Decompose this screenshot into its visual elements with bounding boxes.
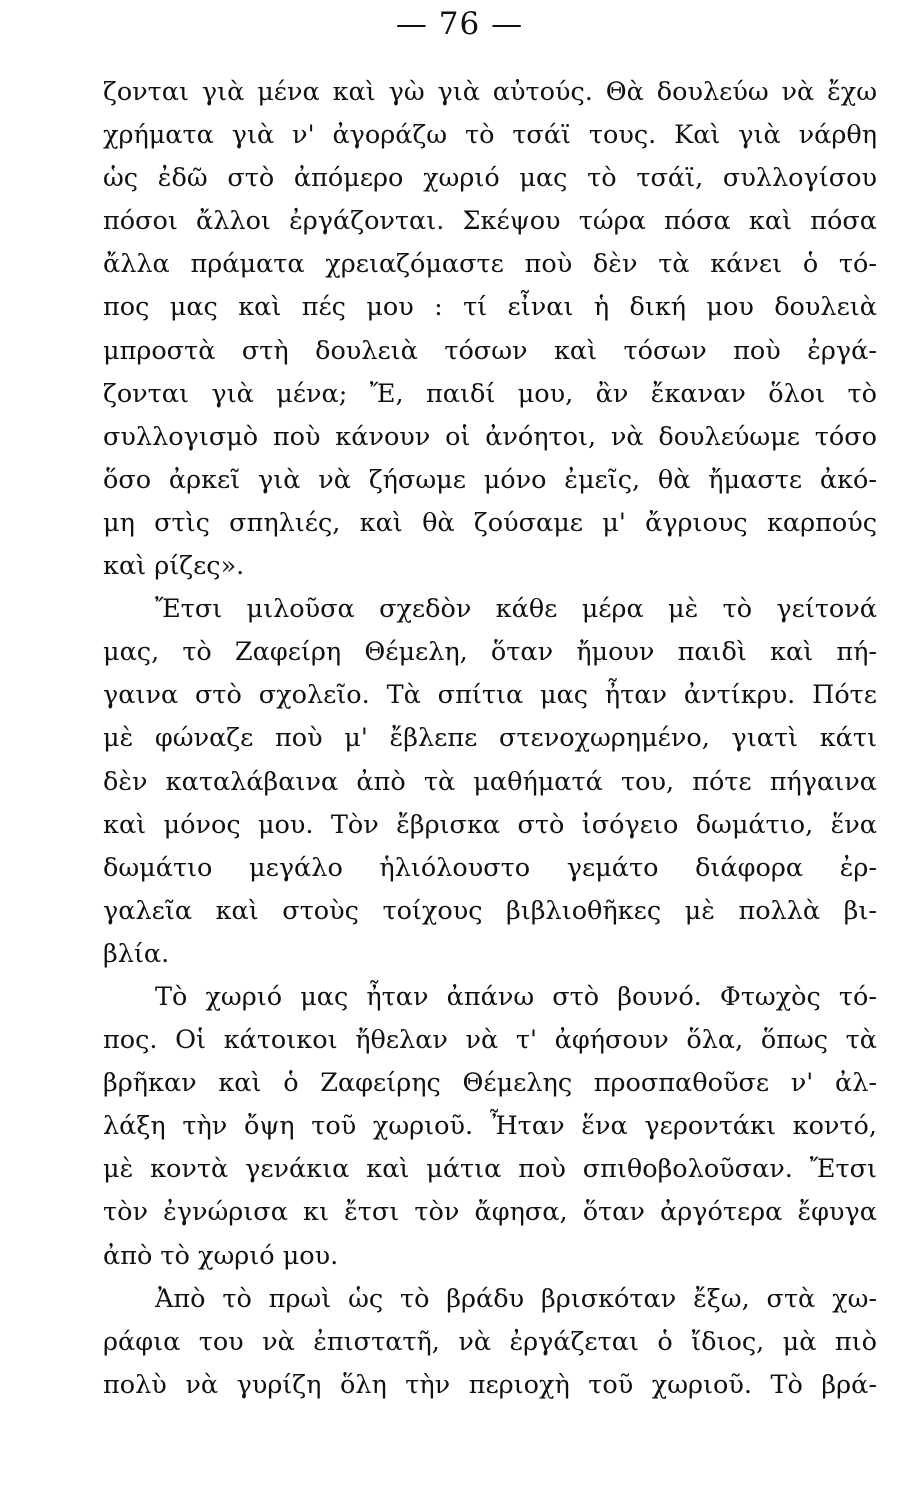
text-line: Ἔτσι μιλοῦσα σχεδὸν κάθε μέρα μὲ τὸ γείτονά: [155, 594, 877, 625]
text-line: βρῆκαν καὶ ὁ Ζαφείρης Θέμελης προσπαθοῦσε ν' ἀλ-: [103, 1068, 877, 1099]
text-line: ἄλλα πράματα χρειαζόμαστε ποὺ δὲν τὰ κάνει ὁ τό-: [103, 249, 877, 280]
text-line: μὲ κοντὰ γενάκια καὶ μάτια ποὺ σπιθοβολοῦσαν. Ἔτσι: [103, 1154, 877, 1185]
text-line: ζονται γιὰ μένα καὶ γὼ γιὰ αὐτούς. Θὰ δουλεύω νὰ ἔχω: [103, 77, 877, 107]
text-line: πόσοι ἄλλοι ἐργάζονται. Σκέψου τώρα πόσα καὶ πόσα: [103, 206, 877, 237]
text-line: καὶ μόνος μου. Τὸν ἔβρισκα στὸ ἰσόγειο δωμάτιο, ἕνα: [103, 809, 877, 840]
text-line: ἀπὸ τὸ χωριό μου.: [103, 1240, 339, 1271]
text-line: λάξη τὴν ὄψη τοῦ χωριοῦ. Ἦταν ἕνα γεροντάκι κοντό,: [103, 1111, 877, 1142]
text-line: μπροστὰ στὴ δουλειὰ τόσων καὶ τόσων ποὺ ἐργά-: [103, 335, 877, 366]
text-line: ὡς ἐδῶ στὸ ἀπόμερο χωριό μας τὸ τσάϊ, συλλογίσου: [103, 163, 877, 194]
text-line: μας, τὸ Ζαφείρη Θέμελη, ὅταν ἤμουν παιδὶ καὶ πή-: [103, 637, 877, 668]
text-line: δὲν καταλάβαινα ἀπὸ τὰ μαθήματά του, πότε πήγαινα: [103, 766, 877, 797]
text-line: γαινα στὸ σχολεῖο. Τὰ σπίτια μας ἦταν ἀντίκρυ. Πότε: [103, 680, 877, 711]
text-line: τὸν ἐγνώρισα κι ἔτσι τὸν ἄφησα, ὅταν ἀργότερα ἔφυγα: [103, 1197, 877, 1228]
text-line: ὅσο ἀρκεῖ γιὰ νὰ ζήσωμε μόνο ἐμεῖς, θὰ ἤμαστε ἀκό-: [103, 464, 877, 495]
text-line: χρήματα γιὰ ν' ἀγοράζω τὸ τσάϊ τους. Καὶ γιὰ νάρθη: [103, 120, 877, 151]
text-line: βλία.: [103, 938, 170, 969]
text-line: μη στὶς σπηλιές, καὶ θὰ ζούσαμε μ' ἄγριους καρπούς: [103, 507, 877, 538]
text-line: μὲ φώναζε ποὺ μ' ἔβλεπε στενοχωρημένο, γιατὶ κάτι: [103, 723, 877, 754]
text-line: δωμάτιο μεγάλο ἡλιόλουστο γεμάτο διάφορα ἐρ-: [103, 852, 877, 883]
text-line: συλλογισμὸ ποὺ κάνουν οἱ ἀνόητοι, νὰ δουλεύωμε τόσο: [103, 421, 877, 452]
text-line: ζονται γιὰ μένα; Ἔ, παιδί μου, ἂν ἔκαναν ὅλοι τὸ: [103, 378, 877, 409]
body-text: [103, 71, 877, 1407]
text-line: πολὺ νὰ γυρίζη ὅλη τὴν περιοχὴ τοῦ χωριοῦ. Τὸ βρά-: [103, 1369, 877, 1400]
text-line: Τὸ χωριό μας ἦταν ἀπάνω στὸ βουνό. Φτωχὸς τό-: [155, 981, 877, 1012]
text-line: γαλεῖα καὶ στοὺς τοίχους βιβλιοθῆκες μὲ πολλὰ βι-: [103, 895, 877, 926]
page-number: — 76 —: [395, 6, 524, 42]
text-line: καὶ ρίζες».: [103, 551, 245, 582]
text-line: πος. Οἱ κάτοικοι ἤθελαν νὰ τ' ἀφήσουν ὅλα, ὅπως τὰ: [103, 1025, 877, 1056]
text-line: Ἀπὸ τὸ πρωὶ ὡς τὸ βράδυ βρισκόταν ἔξω, στὰ χω-: [155, 1283, 877, 1314]
text-line: ράφια του νὰ ἐπιστατῆ, νὰ ἐργάζεται ὁ ἴδιος, μὰ πιὸ: [103, 1326, 877, 1357]
text-line: πος μας καὶ πές μου : τί εἶναι ἡ δική μου δουλειὰ: [103, 292, 877, 323]
